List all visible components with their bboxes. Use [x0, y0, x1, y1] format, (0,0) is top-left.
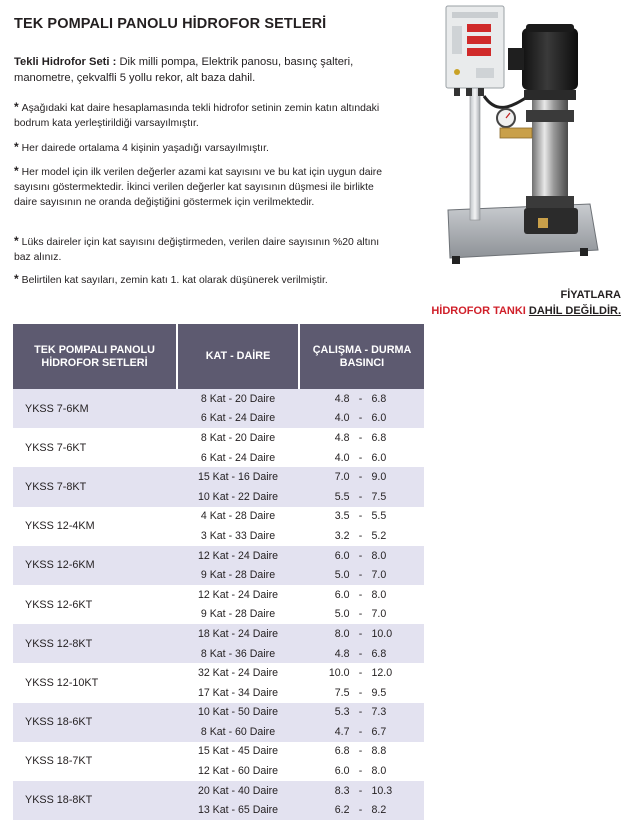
pressure-separator: - — [358, 392, 363, 405]
pressure-cell — [299, 605, 424, 625]
intro-paragraph — [14, 55, 414, 86]
pressure-cell — [299, 722, 424, 742]
pressure-cell — [299, 644, 424, 664]
pressure-off-value: 12.0 — [371, 667, 393, 680]
pressure-separator: - — [358, 549, 363, 562]
kat-daire-cell: 20 Kat - 40 Daire — [177, 781, 299, 801]
pressure-off-value: 8.0 — [371, 765, 387, 778]
note-values: * Her model için ilk verilen değerler azami kat sayısını ve bu kat için uygun daire sayısını göstermektedir. İkinci verilen değerler kat sayısının düşmesi ile birlikte daire sayısının ne oranda değiştiğini göstermek için verilmektedir. — [14, 164, 383, 209]
model-cell: YKSS 18-6KT — [13, 703, 177, 742]
pressure-on-value: 6.8 — [334, 745, 350, 758]
pressure-separator: - — [358, 784, 363, 797]
pressure-on-value: 3.2 — [334, 529, 350, 542]
column-header-model: TEK POMPALI PANOLU HİDROFOR SETLERİ — [13, 324, 177, 389]
kat-daire-cell: 9 Kat - 28 Daire — [177, 605, 299, 625]
pressure-separator: - — [358, 804, 363, 817]
pressure-on-value: 7.5 — [334, 686, 350, 699]
pressure-cell — [299, 565, 424, 585]
table-row — [13, 742, 424, 762]
pressure-on-value: 3.5 — [334, 510, 350, 523]
table-row — [13, 624, 424, 644]
pressure-cell — [299, 800, 424, 820]
table-row-group — [13, 389, 424, 428]
pressure-on-value: 4.0 — [334, 451, 350, 464]
table-row — [13, 467, 424, 487]
pressure-off-value: 6.8 — [371, 647, 387, 660]
kat-daire-cell: 12 Kat - 24 Daire — [177, 546, 299, 566]
asterisk-icon: * — [14, 234, 19, 248]
pressure-on-value: 6.0 — [334, 765, 350, 778]
pressure-separator: - — [358, 490, 363, 503]
pressure-cell — [299, 526, 424, 546]
kat-daire-cell: 15 Kat - 45 Daire — [177, 742, 299, 762]
pressure-separator: - — [358, 608, 363, 621]
pressure-cell — [299, 683, 424, 703]
pressure-off-value: 6.0 — [371, 412, 387, 425]
pressure-off-value: 6.8 — [371, 392, 387, 405]
kat-daire-cell: 15 Kat - 16 Daire — [177, 467, 299, 487]
pressure-on-value: 10.0 — [328, 667, 350, 680]
pressure-cell — [299, 585, 424, 605]
model-cell: YKSS 12-4KM — [13, 507, 177, 546]
table-row — [13, 546, 424, 566]
kat-daire-cell: 6 Kat - 24 Daire — [177, 409, 299, 429]
pressure-cell — [299, 467, 424, 487]
pressure-cell — [299, 389, 424, 409]
model-cell: YKSS 12-10KT — [13, 663, 177, 702]
table-row-group — [13, 781, 424, 820]
kat-daire-cell: 8 Kat - 20 Daire — [177, 389, 299, 409]
pressure-off-value: 6.0 — [371, 451, 387, 464]
table-row-group — [13, 742, 424, 781]
pressure-on-value: 5.0 — [334, 608, 350, 621]
kat-daire-cell: 17 Kat - 34 Daire — [177, 683, 299, 703]
pressure-off-value: 8.0 — [371, 588, 387, 601]
note-ground-floor: * Belirtilen kat sayıları, zemin katı 1. kat olarak düşünerek verilmiştir. — [14, 272, 328, 286]
kat-daire-cell: 13 Kat - 65 Daire — [177, 800, 299, 820]
pressure-off-value: 10.3 — [371, 784, 393, 797]
pressure-cell — [299, 546, 424, 566]
intro-text: Dik milli pompa, Elektrik panosu, basınç şalteri, manometre, çekvalfli 5 yollu rekor, alt baza dahil. — [14, 56, 354, 84]
pressure-cell — [299, 428, 424, 448]
pressure-on-value: 8.0 — [334, 627, 350, 640]
pressure-off-value: 7.0 — [371, 608, 387, 621]
pressure-on-value: 6.2 — [334, 804, 350, 817]
price-note-line2 — [431, 304, 621, 320]
table-row-group — [13, 624, 424, 663]
column-header-kat-daire: KAT - DAİRE — [177, 324, 299, 389]
kat-daire-cell: 10 Kat - 50 Daire — [177, 703, 299, 723]
pressure-cell — [299, 761, 424, 781]
kat-daire-cell: 4 Kat - 28 Daire — [177, 507, 299, 527]
pressure-on-value: 4.0 — [334, 412, 350, 425]
model-cell: YKSS 7-6KT — [13, 428, 177, 467]
pressure-on-value: 5.0 — [334, 569, 350, 582]
table-header — [13, 324, 424, 389]
model-cell: YKSS 7-8KT — [13, 467, 177, 506]
kat-daire-cell: 3 Kat - 33 Daire — [177, 526, 299, 546]
pressure-on-value: 4.7 — [334, 725, 350, 738]
pressure-off-value: 7.5 — [371, 490, 387, 503]
kat-daire-cell: 10 Kat - 22 Daire — [177, 487, 299, 507]
pressure-off-value: 8.8 — [371, 745, 387, 758]
kat-daire-cell: 6 Kat - 24 Daire — [177, 448, 299, 468]
table-row-group — [13, 467, 424, 506]
pressure-on-value: 5.3 — [334, 706, 350, 719]
table-row — [13, 585, 424, 605]
pressure-separator: - — [358, 471, 363, 484]
pressure-cell — [299, 487, 424, 507]
pressure-separator: - — [358, 569, 363, 582]
hydrophore-table — [13, 324, 424, 820]
model-cell: YKSS 7-6KM — [13, 389, 177, 428]
pressure-cell — [299, 507, 424, 527]
pressure-separator: - — [358, 588, 363, 601]
note-persons: * Her dairede ortalama 4 kişinin yaşadığı varsayılmıştır. — [14, 140, 269, 154]
pressure-off-value: 10.0 — [371, 627, 393, 640]
table-row — [13, 507, 424, 527]
model-cell: YKSS 12-6KT — [13, 585, 177, 624]
pressure-off-value: 5.5 — [371, 510, 387, 523]
pressure-cell — [299, 781, 424, 801]
pressure-cell — [299, 663, 424, 683]
price-note-red-text: HİDROFOR TANKI — [431, 304, 526, 317]
model-cell: YKSS 12-8KT — [13, 624, 177, 663]
table-row-group — [13, 428, 424, 467]
pressure-off-value: 9.0 — [371, 471, 387, 484]
column-header-pressure: ÇALIŞMA - DURMA BASINCI — [299, 324, 424, 389]
kat-daire-cell: 12 Kat - 24 Daire — [177, 585, 299, 605]
model-cell: YKSS 12-6KM — [13, 546, 177, 585]
table-row-group — [13, 507, 424, 546]
page-title: TEK POMPALI PANOLU HİDROFOR SETLERİ — [14, 16, 327, 32]
kat-daire-cell: 8 Kat - 20 Daire — [177, 428, 299, 448]
pressure-off-value: 9.5 — [371, 686, 387, 699]
pressure-off-value: 8.0 — [371, 549, 387, 562]
table-row-group — [13, 703, 424, 742]
pressure-on-value: 5.5 — [334, 490, 350, 503]
table-row — [13, 663, 424, 683]
pressure-separator: - — [358, 686, 363, 699]
table-row-group — [13, 546, 424, 585]
asterisk-icon: * — [14, 100, 19, 114]
table-row — [13, 389, 424, 409]
note-basement: * Aşağıdaki kat daire hesaplamasında tekli hidrofor setinin zemin katın altındaki bodrum kata yerleştirildiği varsayılmıştır. — [14, 100, 380, 130]
pressure-separator: - — [358, 431, 363, 444]
table-row — [13, 703, 424, 723]
pressure-separator: - — [358, 667, 363, 680]
pressure-separator: - — [358, 529, 363, 542]
note-luxury: * Lüks daireler için kat sayısını değiştirmeden, verilen daire sayısının %20 altını baz alınız. — [14, 234, 380, 264]
model-cell: YKSS 18-7KT — [13, 742, 177, 781]
pressure-on-value: 4.8 — [334, 431, 350, 444]
price-note — [431, 288, 621, 319]
pressure-separator: - — [358, 706, 363, 719]
pressure-separator: - — [358, 451, 363, 464]
pressure-on-value: 6.0 — [334, 549, 350, 562]
table-row — [13, 428, 424, 448]
hydrophore-pump-image — [440, 0, 600, 272]
table-row-group — [13, 663, 424, 702]
pressure-separator: - — [358, 725, 363, 738]
pressure-separator: - — [358, 627, 363, 640]
kat-daire-cell: 18 Kat - 24 Daire — [177, 624, 299, 644]
kat-daire-cell: 8 Kat - 60 Daire — [177, 722, 299, 742]
pressure-on-value: 4.8 — [334, 392, 350, 405]
intro-bold-label: Tekli Hidrofor Seti : — [14, 56, 117, 68]
pressure-separator: - — [358, 765, 363, 778]
pressure-separator: - — [358, 745, 363, 758]
table-row — [13, 781, 424, 801]
asterisk-icon: * — [14, 272, 19, 286]
pressure-cell — [299, 742, 424, 762]
pressure-cell — [299, 409, 424, 429]
pressure-on-value: 4.8 — [334, 647, 350, 660]
pressure-off-value: 7.0 — [371, 569, 387, 582]
pressure-off-value: 8.2 — [371, 804, 387, 817]
pressure-on-value: 8.3 — [334, 784, 350, 797]
kat-daire-cell: 32 Kat - 24 Daire — [177, 663, 299, 683]
pressure-on-value: 7.0 — [334, 471, 350, 484]
asterisk-icon: * — [14, 140, 19, 154]
pressure-separator: - — [358, 647, 363, 660]
price-note-line1: FİYATLARA — [560, 289, 621, 301]
pressure-separator: - — [358, 412, 363, 425]
pressure-separator: - — [358, 510, 363, 523]
pressure-cell — [299, 448, 424, 468]
table-row-group — [13, 585, 424, 624]
pressure-off-value: 6.8 — [371, 431, 387, 444]
asterisk-icon: * — [14, 164, 19, 178]
pressure-cell — [299, 624, 424, 644]
kat-daire-cell: 12 Kat - 60 Daire — [177, 761, 299, 781]
pressure-cell — [299, 703, 424, 723]
pressure-off-value: 7.3 — [371, 706, 387, 719]
kat-daire-cell: 9 Kat - 28 Daire — [177, 565, 299, 585]
pressure-off-value: 6.7 — [371, 725, 387, 738]
pressure-on-value: 6.0 — [334, 588, 350, 601]
kat-daire-cell: 8 Kat - 36 Daire — [177, 644, 299, 664]
pressure-off-value: 5.2 — [371, 529, 387, 542]
model-cell: YKSS 18-8KT — [13, 781, 177, 820]
price-note-underline-text: DAHİL DEĞİLDİR. — [528, 304, 621, 317]
